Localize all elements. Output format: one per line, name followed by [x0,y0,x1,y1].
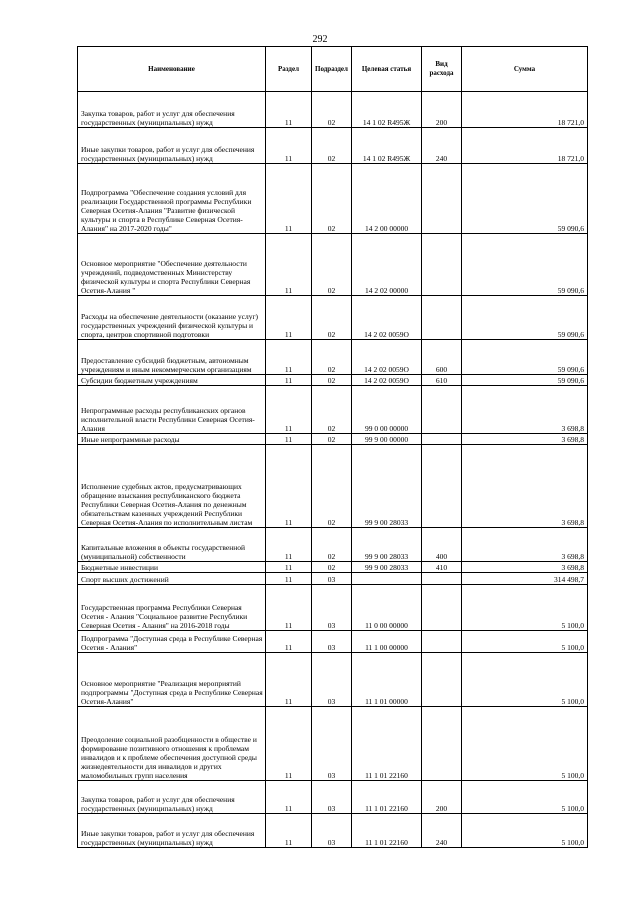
subsection-cell: 03 [312,707,352,781]
section-cell: 11 [266,653,312,707]
sum-cell: 3 698,8 [462,386,588,434]
table-row [78,585,588,631]
sum-cell: 5 100,0 [462,631,588,653]
expense-type-cell [422,164,462,234]
subsection-cell: 03 [312,781,352,814]
sum-cell: 5 100,0 [462,653,588,707]
section-cell: 11 [266,528,312,562]
table-row [78,631,588,653]
expense-type-cell: 200 [422,92,462,128]
name-cell: Основное мероприятие "Обеспечение деятельности учреждений, подведомственных Министерству физической культуры и спорта Республики Северная Осетия-Алания " [78,234,266,296]
name-cell: Непрограммные расходы республиканских органов исполнительной власти Республики Северная Осетия-Алания [78,386,266,434]
sum-cell: 59 090,6 [462,375,588,386]
target-cell [352,573,422,585]
target-cell: 11 1 01 22160 [352,707,422,781]
name-cell: Иные закупки товаров, работ и услуг для обеспечения государственных (муниципальных) нужд [78,814,266,848]
sum-cell: 314 498,7 [462,573,588,585]
section-cell: 11 [266,781,312,814]
section-cell: 11 [266,434,312,445]
sum-cell: 18 721,0 [462,92,588,128]
expense-type-cell [422,234,462,296]
header-name: Наименование [78,47,266,92]
table-row [78,562,588,573]
section-cell: 11 [266,814,312,848]
name-cell: Подпрограмма "Обеспечение создания условий для реализации Государственной программы Республики Северная Осетия-Алания "Развитие физической культуры и спорта в Республике Северная Осетия-Алания" на 2017-2020 годы" [78,164,266,234]
table-body [78,92,588,848]
subsection-cell: 02 [312,340,352,375]
name-cell: Бюджетные инвестиции [78,562,266,573]
name-cell: Основное мероприятие "Реализация мероприятий подпрограммы "Доступная среда в Республике Северная Осетия-Алания" [78,653,266,707]
section-cell: 11 [266,631,312,653]
subsection-cell: 02 [312,234,352,296]
sum-cell: 5 100,0 [462,585,588,631]
subsection-cell: 02 [312,296,352,340]
target-cell: 14 1 02 R495Ж [352,128,422,164]
subsection-cell: 03 [312,653,352,707]
name-cell: Иные непрограммные расходы [78,434,266,445]
expense-type-cell: 400 [422,528,462,562]
table-row [78,234,588,296]
name-cell: Иные закупки товаров, работ и услуг для обеспечения государственных (муниципальных) нужд [78,128,266,164]
header-target: Целевая статья [352,47,422,92]
subsection-cell: 02 [312,562,352,573]
name-cell: Субсидии бюджетным учреждениям [78,375,266,386]
target-cell: 14 2 02 0059О [352,375,422,386]
target-cell: 11 1 00 00000 [352,631,422,653]
sum-cell: 3 698,8 [462,528,588,562]
expense-type-cell: 410 [422,562,462,573]
table-row [78,781,588,814]
subsection-cell: 02 [312,434,352,445]
target-cell: 11 1 01 22160 [352,781,422,814]
sum-cell: 5 100,0 [462,707,588,781]
subsection-cell: 02 [312,386,352,434]
target-cell: 11 1 01 22160 [352,814,422,848]
table-row [78,296,588,340]
subsection-cell: 03 [312,631,352,653]
table-row [78,573,588,585]
name-cell: Закупка товаров, работ и услуг для обеспечения государственных (муниципальных) нужд [78,92,266,128]
table-row [78,445,588,528]
target-cell: 14 1 02 R495Ж [352,92,422,128]
section-cell: 11 [266,707,312,781]
sum-cell: 59 090,6 [462,164,588,234]
section-cell: 11 [266,375,312,386]
budget-table [77,46,588,848]
sum-cell: 3 698,8 [462,445,588,528]
sum-cell: 3 698,8 [462,434,588,445]
target-cell: 14 2 00 00000 [352,164,422,234]
sum-cell: 59 090,6 [462,234,588,296]
target-cell: 99 9 00 28033 [352,445,422,528]
name-cell: Капитальные вложения в объекты государственной (муниципальной) собственности [78,528,266,562]
expense-type-cell [422,573,462,585]
subsection-cell: 02 [312,445,352,528]
table-row [78,814,588,848]
table-row [78,128,588,164]
section-cell: 11 [266,562,312,573]
table-row [78,164,588,234]
expense-type-cell: 240 [422,128,462,164]
name-cell: Государственная программа Республики Северная Осетия - Алания "Социальное развитие Республики Северная Осетия - Алания" на 2016-2018 годы [78,585,266,631]
target-cell: 99 9 00 28033 [352,562,422,573]
name-cell: Расходы на обеспечение деятельности (оказание услуг) государственных учреждений физической культуры и спорта, центров спортивной подготовки [78,296,266,340]
target-cell: 11 0 00 00000 [352,585,422,631]
table-row [78,434,588,445]
subsection-cell: 03 [312,814,352,848]
subsection-cell: 02 [312,164,352,234]
subsection-cell: 02 [312,128,352,164]
name-cell: Предоставление субсидий бюджетным, автономным учреждениям и иным некоммерческим организациям [78,340,266,375]
section-cell: 11 [266,164,312,234]
name-cell: Подпрограмма "Доступная среда в Республике Северная Осетия - Алания" [78,631,266,653]
expense-type-cell: 610 [422,375,462,386]
subsection-cell: 03 [312,573,352,585]
table-row [78,386,588,434]
table-row [78,375,588,386]
table-row [78,92,588,128]
sum-cell: 59 090,6 [462,296,588,340]
header-section: Раздел [266,47,312,92]
section-cell: 11 [266,296,312,340]
sum-cell: 3 698,8 [462,562,588,573]
header-subsection: Подраздел [312,47,352,92]
table-row [78,707,588,781]
name-cell: Спорт высших достижений [78,573,266,585]
expense-type-cell [422,434,462,445]
expense-type-cell: 200 [422,781,462,814]
section-cell: 11 [266,573,312,585]
expense-type-cell [422,585,462,631]
subsection-cell: 02 [312,375,352,386]
target-cell: 14 2 02 0059О [352,296,422,340]
subsection-cell: 02 [312,528,352,562]
sum-cell: 59 090,6 [462,340,588,375]
name-cell: Исполнение судебных актов, предусматривающих обращение взыскания республиканского бюджета Республики Северная Осетия-Алания по денежным обязательствам казенных учреждений Республики Северная Осетия-Алания по исполнительным листам [78,445,266,528]
page-number: 292 [312,34,328,45]
expense-type-cell [422,445,462,528]
target-cell: 14 2 02 0059О [352,340,422,375]
name-cell: Закупка товаров, работ и услуг для обеспечения государственных (муниципальных) нужд [78,781,266,814]
section-cell: 11 [266,234,312,296]
expense-type-cell [422,296,462,340]
expense-type-cell [422,631,462,653]
section-cell: 11 [266,128,312,164]
target-cell: 99 0 00 00000 [352,386,422,434]
target-cell: 99 9 00 28033 [352,528,422,562]
table-row [78,340,588,375]
expense-type-cell: 600 [422,340,462,375]
expense-type-cell [422,386,462,434]
section-cell: 11 [266,445,312,528]
section-cell: 11 [266,340,312,375]
subsection-cell: 03 [312,585,352,631]
table-row [78,528,588,562]
table-row [78,653,588,707]
name-cell: Преодоление социальной разобщенности в обществе и формирование позитивного отношения к проблемам инвалидов и к проблеме обеспечения доступной среды жизнедеятельности для инвалидов и других маломобильных групп населения [78,707,266,781]
sum-cell: 5 100,0 [462,781,588,814]
table-header-row [78,47,588,92]
target-cell: 11 1 01 00000 [352,653,422,707]
expense-type-cell [422,707,462,781]
sum-cell: 5 100,0 [462,814,588,848]
section-cell: 11 [266,92,312,128]
expense-type-cell [422,653,462,707]
target-cell: 99 9 00 00000 [352,434,422,445]
expense-type-cell: 240 [422,814,462,848]
subsection-cell: 02 [312,92,352,128]
target-cell: 14 2 02 00000 [352,234,422,296]
section-cell: 11 [266,585,312,631]
sum-cell: 18 721,0 [462,128,588,164]
header-sum: Сумма [462,47,588,92]
section-cell: 11 [266,386,312,434]
header-expense-type: Вид расхода [422,47,462,92]
